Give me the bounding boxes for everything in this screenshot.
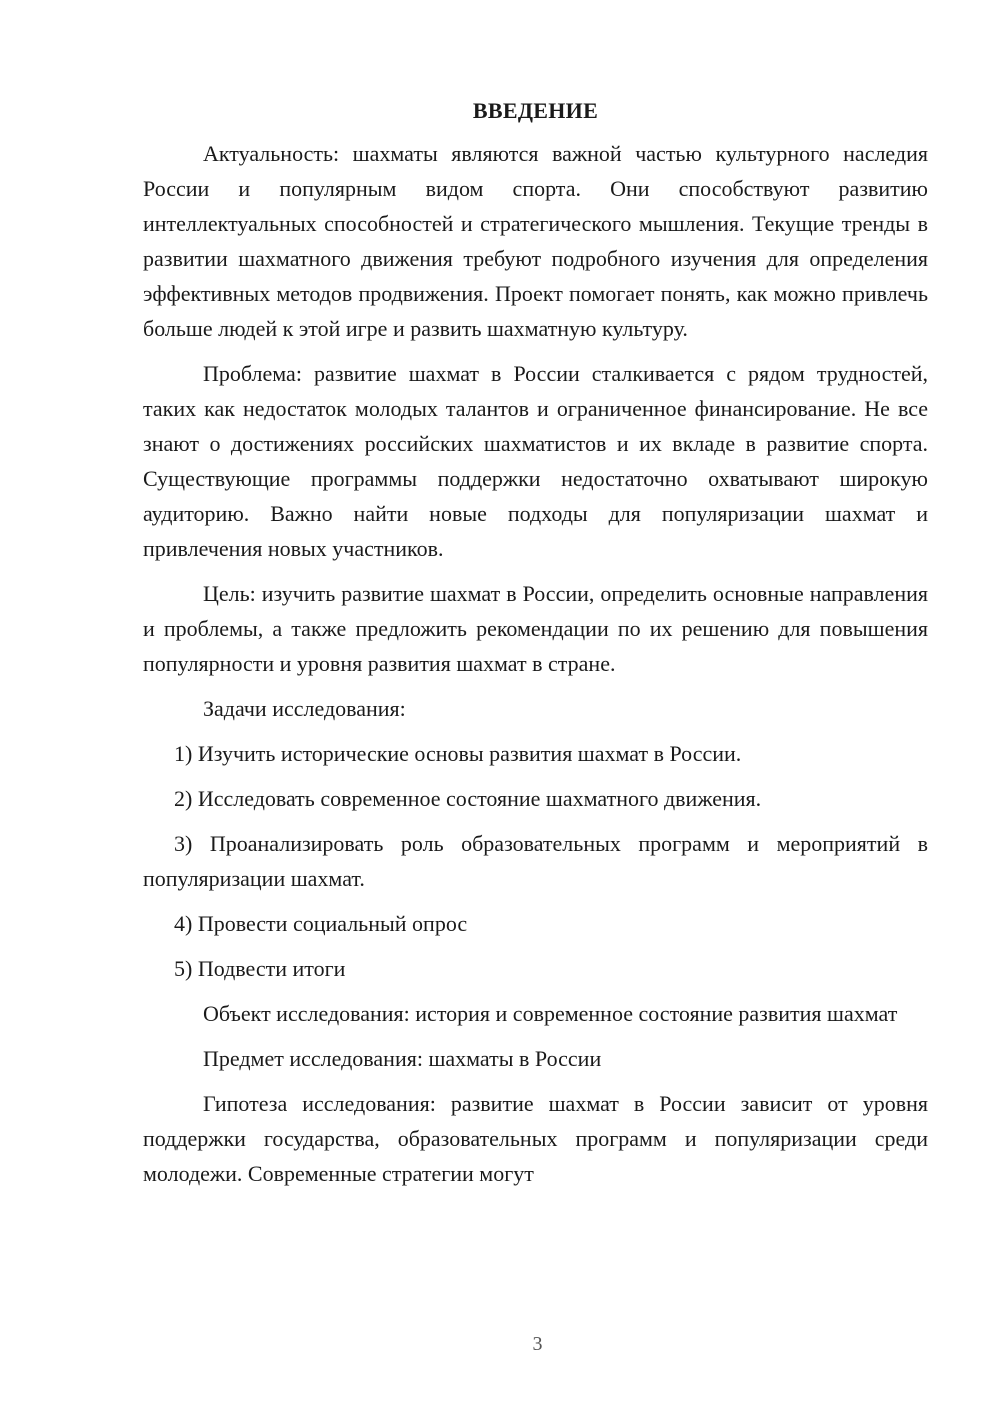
problem-paragraph: Проблема: развитие шахмат в России сталкивается с рядом трудностей, таких как недостаток молодых талантов и ограниченное финансирование. Не все знают о достижениях российских шахматистов и их вкладе в развитие спорта. Существующие программы поддержки недостаточно охватывают широкую аудиторию. Важно найти новые подходы для популяризации шахмат и привлечения новых участников.: [143, 361, 928, 561]
task-item: 5) Подвести итоги: [174, 956, 346, 981]
object-paragraph: Объект исследования: история и современное состояние развития шахмат: [203, 1001, 898, 1026]
task-item: 1) Изучить исторические основы развития шахмат в России.: [174, 741, 742, 766]
hypothesis-paragraph: Гипотеза исследования: развитие шахмат в России зависит от уровня поддержки государства, образовательных программ и популяризации среди молодежи. Современные стратегии могут: [143, 1091, 928, 1186]
task-item: 3) Проанализировать роль образовательных программ и мероприятий в популяризации шахмат.: [143, 831, 928, 891]
relevance-paragraph: Актуальность: шахматы являются важной частью культурного наследия России и популярным видом спорта. Они способствуют развитию интеллектуальных способностей и стратегического мышления. Текущие тренды в развитии шахматного движения требуют подробного изучения для определения эффективных методов продвижения. Проект помогает понять, как можно привлечь больше людей к этой игре и развить шахматную культуру.: [143, 141, 928, 341]
section-heading: ВВЕДЕНИЕ: [472, 98, 599, 123]
page-number: 3: [532, 1333, 543, 1355]
goal-paragraph: Цель: изучить развитие шахмат в России, определить основные направления и проблемы, а также предложить рекомендации по их решению для повышения популярности и уровня развития шахмат в стране.: [143, 581, 928, 676]
subject-paragraph: Предмет исследования: шахматы в России: [203, 1046, 602, 1071]
tasks-title: Задачи исследования:: [203, 696, 406, 721]
task-item: 4) Провести социальный опрос: [174, 911, 468, 936]
task-item: 2) Исследовать современное состояние шахматного движения.: [174, 786, 762, 811]
